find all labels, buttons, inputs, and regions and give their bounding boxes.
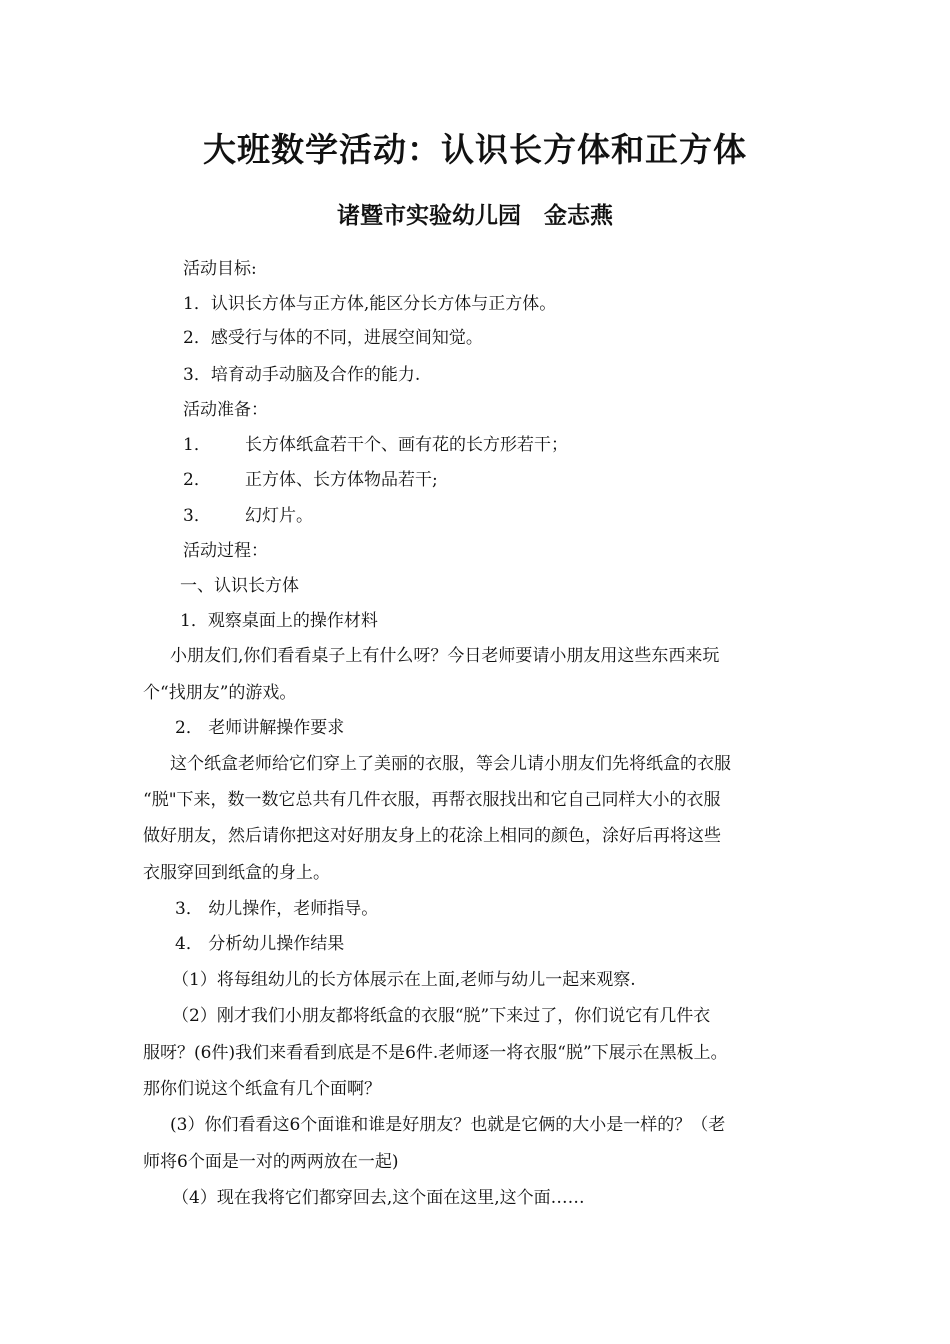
step-heading: 3． 幼儿操作，老师指导。 <box>175 899 379 919</box>
paragraph-line: “脱"下来，数一数它总共有几件衣服，再帮衣服找出和它自己同样大小的衣服 <box>143 790 721 810</box>
analysis-line: （1）将每组幼儿的长方体展示在上面,老师与幼儿一起来观察. <box>172 970 636 990</box>
analysis-line: （4）现在我将它们都穿回去,这个面在这里,这个面…… <box>172 1188 585 1208</box>
paragraph-line: 做好朋友，然后请你把这对好朋友身上的花涂上相同的颜色，涂好后再将这些 <box>143 826 721 846</box>
paragraph-line: 个“找朋友”的游戏。 <box>143 683 297 703</box>
analysis-line: (3）你们看看这6个面谁和谁是好朋友？也就是它俩的大小是一样的？（老 <box>170 1115 726 1135</box>
analysis-line: （2）刚才我们小朋友都将纸盒的衣服“脱”下来过了，你们说它有几件衣 <box>172 1006 711 1026</box>
paragraph-line: 小朋友们,你们看看桌子上有什么呀？今日老师要请小朋友用这些东西来玩 <box>170 646 720 666</box>
section-heading: 一、认识长方体 <box>180 576 299 596</box>
analysis-line: 那你们说这个纸盒有几个面啊？ <box>143 1079 381 1099</box>
prep-item: 2． 正方体、长方体物品若干; <box>183 470 438 490</box>
paragraph-line: 这个纸盒老师给它们穿上了美丽的衣服，等会儿请小朋友们先将纸盒的衣服 <box>170 754 731 774</box>
step-heading: 4． 分析幼儿操作结果 <box>175 934 345 954</box>
step-heading: 1．观察桌面上的操作材料 <box>180 611 378 631</box>
goals-heading: 活动目标: <box>183 259 257 279</box>
document-title: 大班数学活动：认识长方体和正方体 <box>203 130 747 169</box>
goal-item: 1．认识长方体与正方体,能区分长方体与正方体。 <box>183 294 557 314</box>
analysis-line: 服呀？(6件)我们来看看到底是不是6件.老师逐一将衣服“脱”下展示在黑板上。 <box>143 1043 728 1063</box>
prep-heading: 活动准备： <box>183 400 268 420</box>
goal-item: 2．感受行与体的不同，进展空间知觉。 <box>183 328 483 348</box>
prep-item: 1． 长方体纸盒若干个、画有花的长方形若干； <box>183 435 568 455</box>
paragraph-line: 衣服穿回到纸盒的身上。 <box>143 863 330 883</box>
analysis-line: 师将6个面是一对的两两放在一起) <box>143 1152 399 1172</box>
goal-item: 3．培育动手动脑及合作的能力. <box>183 365 421 385</box>
step-heading: 2． 老师讲解操作要求 <box>175 718 345 738</box>
prep-item: 3． 幻灯片。 <box>183 506 313 526</box>
process-heading: 活动过程： <box>183 541 268 561</box>
document-author: 诸暨市实验幼儿园 金志燕 <box>337 202 613 229</box>
